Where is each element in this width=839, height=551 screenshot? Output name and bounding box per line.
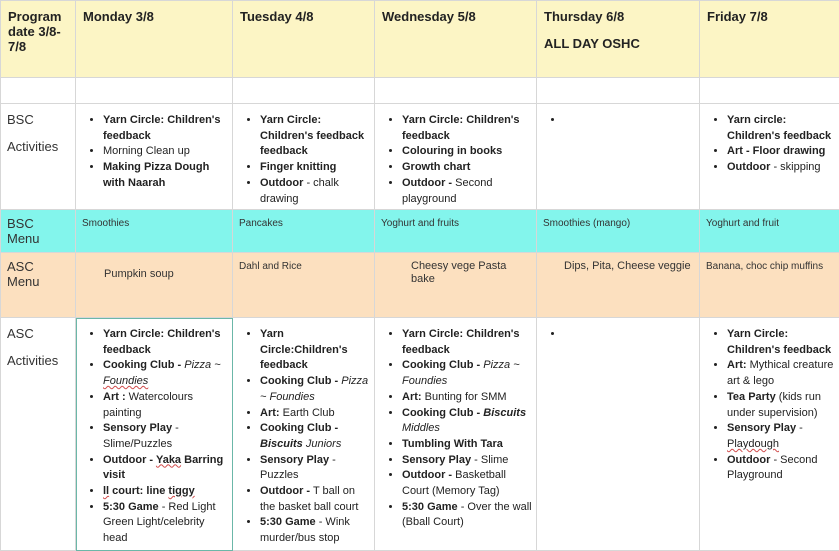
row-label: ASC Menu <box>1 253 75 295</box>
row-label: Activities <box>7 353 69 368</box>
menu-item: Pancakes <box>233 210 374 237</box>
bsc-thu-cell[interactable] <box>537 104 700 210</box>
activity-item: • Cooking Club - Pizza ~ Foundies <box>402 358 532 389</box>
activity-item: • 5:30 Game - Over the wall (Bball Court) <box>402 500 532 531</box>
menu-item: Smoothies (mango) <box>537 210 699 237</box>
asc-menu-thu[interactable] <box>537 253 700 318</box>
asc-menu-row <box>1 253 839 318</box>
activity-list <box>537 318 699 343</box>
bsc-fri-cell[interactable] <box>700 104 839 210</box>
menu-item: Yoghurt and fruit <box>700 210 839 237</box>
row-label: Activities <box>7 139 69 154</box>
activity-item: • Cooking Club - Biscuits Juniors <box>260 421 370 452</box>
bsc-wed-cell[interactable] <box>375 104 537 210</box>
blank-cell[interactable] <box>1 78 76 104</box>
menu-item: Dahl and Rice <box>233 253 374 280</box>
activity-item: • Outdoor - skipping <box>727 160 835 176</box>
bsc-menu-tue[interactable] <box>233 210 375 253</box>
activity-list <box>700 104 839 176</box>
activity-item: • Art: Earth Club <box>260 406 370 422</box>
blank-cell[interactable] <box>76 78 233 104</box>
activity-item: • Tea Party (kids run under supervision) <box>727 390 835 421</box>
activity-list <box>375 104 536 207</box>
activity-item: • Art: Bunting for SMM <box>402 390 532 406</box>
day-header-tue[interactable] <box>233 1 375 78</box>
blank-cell[interactable] <box>233 78 375 104</box>
activity-item: • Outdoor - Second playground <box>402 176 532 207</box>
activity-item: • Cooking Club - Pizza ~ Foundies <box>260 374 370 405</box>
blank-cell[interactable] <box>700 78 839 104</box>
activity-item: • Yarn Circle: Children's feedback feedback <box>260 113 370 160</box>
activity-item: • 5:30 Game - Red Light Green Light/celebrity head <box>103 500 228 547</box>
day-label: Friday 7/8 <box>700 1 839 32</box>
row-label: BSC <box>7 112 34 127</box>
activity-item: • Yarn Circle:Children's feedback <box>260 327 370 374</box>
bsc-tue-cell[interactable] <box>233 104 375 210</box>
day-header-fri[interactable] <box>700 1 839 78</box>
header-row <box>1 1 839 78</box>
activity-item: • Yarn Circle: Children's feedback <box>402 327 532 358</box>
program-date-cell[interactable] <box>1 1 76 78</box>
asc-wed-cell[interactable] <box>375 318 537 551</box>
activity-item: • Morning Clean up <box>103 144 228 160</box>
day-label: Monday 3/8 <box>76 1 232 32</box>
asc-thu-cell[interactable] <box>537 318 700 551</box>
bsc-menu-wed[interactable] <box>375 210 537 253</box>
menu-item: Pumpkin soup <box>76 253 232 288</box>
day-label: Thursday 6/8 <box>544 9 624 24</box>
day-header-thu[interactable] <box>537 1 700 78</box>
activity-item: • Outdoor - Basketball Court (Memory Tag) <box>402 468 532 499</box>
activity-item: • Art - Floor drawing <box>727 144 835 160</box>
activity-list <box>233 318 374 547</box>
activity-item: • Sensory Play - Slime/Puzzles <box>103 421 228 452</box>
activity-item: • Making Pizza Dough with Naarah <box>103 160 228 191</box>
activity-item-empty <box>564 327 695 343</box>
activity-item: • Sensory Play - Playdough <box>727 421 835 452</box>
menu-item: Yoghurt and fruits <box>375 210 536 237</box>
activity-item: • Growth chart <box>402 160 532 176</box>
program-date-label: Program date 3/8-7/8 <box>1 1 75 62</box>
activity-item: • Outdoor - chalk drawing <box>260 176 370 207</box>
activity-item: • Yarn Circle: Children's feedback <box>103 113 228 144</box>
asc-fri-cell[interactable] <box>700 318 839 551</box>
activity-item: • Cooking Club - Biscuits Middles <box>402 406 532 437</box>
activity-item: • Colouring in books <box>402 144 532 160</box>
menu-item: Smoothies <box>76 210 232 237</box>
asc-menu-label-cell[interactable] <box>1 253 76 318</box>
day-header-mon[interactable] <box>76 1 233 78</box>
asc-mon-cell[interactable] <box>76 318 233 551</box>
activity-item: • Outdoor - Yaka Barring visit <box>103 453 228 484</box>
activity-list <box>537 104 699 129</box>
day-label: Tuesday 4/8 <box>233 1 374 32</box>
activity-item: • Sensory Play - Slime <box>402 453 532 469</box>
menu-item: Banana, choc chip muffins <box>700 253 839 280</box>
bsc-mon-cell[interactable] <box>76 104 233 210</box>
bsc-menu-mon[interactable] <box>76 210 233 253</box>
activity-list <box>375 318 536 531</box>
bsc-menu-fri[interactable] <box>700 210 839 253</box>
asc-menu-tue[interactable] <box>233 253 375 318</box>
blank-cell[interactable] <box>537 78 700 104</box>
asc-menu-mon[interactable] <box>76 253 233 318</box>
menu-item: Cheesy vege Pasta bake <box>375 253 536 293</box>
row-label: BSC Menu <box>1 210 75 252</box>
day-label: Wednesday 5/8 <box>375 1 536 32</box>
activity-item: • ll court: line tiggy <box>103 484 228 500</box>
menu-item: Dips, Pita, Cheese veggie <box>537 253 699 280</box>
activity-item: • Yarn Circle: Children's feedback <box>402 113 532 144</box>
asc-menu-fri[interactable] <box>700 253 839 318</box>
activity-item: • Outdoor - Second Playground <box>727 453 835 484</box>
blank-cell[interactable] <box>375 78 537 104</box>
asc-tue-cell[interactable] <box>233 318 375 551</box>
all-day-oshc-note: ALL DAY OSHC <box>544 36 692 51</box>
activity-item: • Outdoor - T ball on the basket ball court <box>260 484 370 515</box>
bsc-activities-row <box>1 104 839 210</box>
activity-item: • Finger knitting <box>260 160 370 176</box>
activity-list <box>76 318 232 547</box>
activity-item: • Yarn circle: Children's feedback <box>727 113 835 144</box>
activity-list <box>700 318 839 484</box>
activity-item: • Tumbling With Tara <box>402 437 532 453</box>
activity-item: • Art : Watercolours painting <box>103 390 228 421</box>
activity-item: • Sensory Play - Puzzles <box>260 453 370 484</box>
activity-item-empty <box>564 113 695 129</box>
bsc-menu-thu[interactable] <box>537 210 700 253</box>
day-header-wed[interactable] <box>375 1 537 78</box>
bsc-menu-row <box>1 210 839 253</box>
activity-list <box>233 104 374 207</box>
activity-item: • Cooking Club - Pizza ~ Foundies <box>103 358 228 389</box>
activity-item: • Art: Mythical creature art & lego <box>727 358 835 389</box>
asc-menu-wed[interactable] <box>375 253 537 318</box>
bsc-menu-label-cell[interactable] <box>1 210 76 253</box>
activity-list <box>76 104 232 192</box>
row-label: ASC <box>7 326 34 341</box>
activity-item: • 5:30 Game - Wink murder/bus stop <box>260 515 370 546</box>
blank-row <box>1 78 839 104</box>
asc-label-cell[interactable] <box>1 318 76 551</box>
activity-item: • Yarn Circle: Children's feedback <box>727 327 835 358</box>
asc-activities-row <box>1 318 839 551</box>
activity-item: • Yarn Circle: Children's feedback <box>103 327 228 358</box>
bsc-label-cell[interactable] <box>1 104 76 210</box>
